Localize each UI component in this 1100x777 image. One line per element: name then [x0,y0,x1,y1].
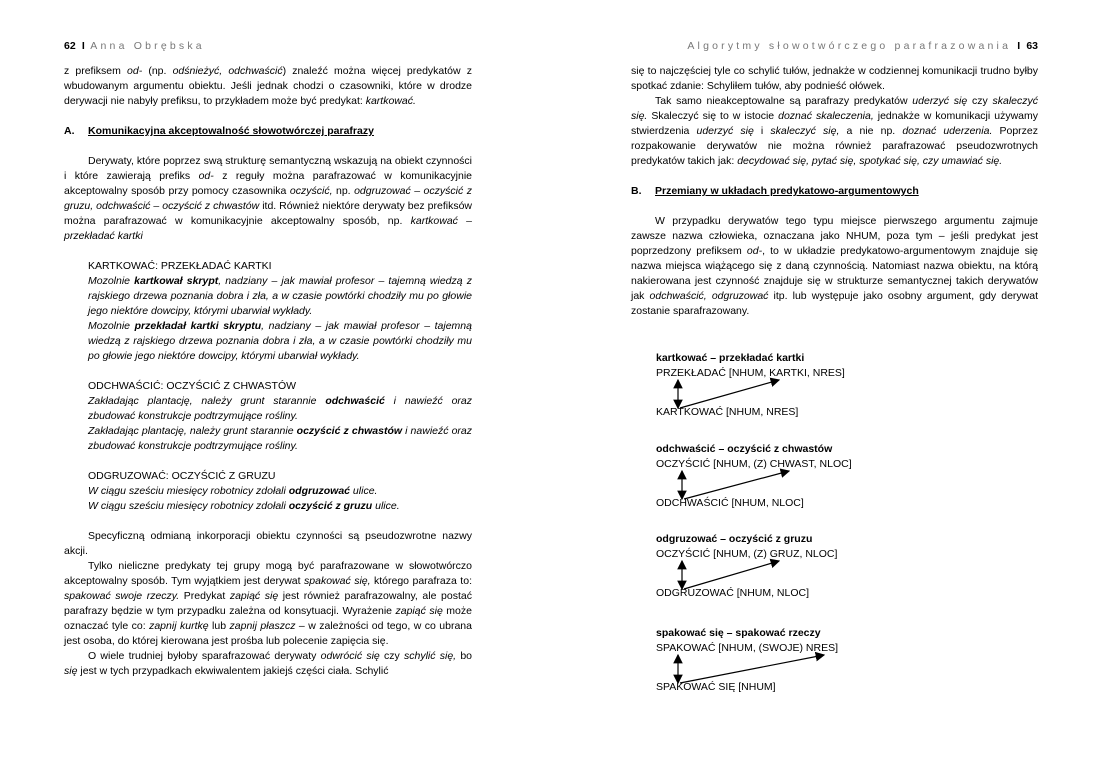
body-paragraph [64,529,472,559]
page-number: 62 [64,40,76,52]
text-run: odchwaścić, odgruzować [649,290,769,302]
text-run: , nadziany – jak mawiał profesor – tajemną wiedzą z rajskiego drzewa poznania dobra i zła, a w czasie powtórki chodziły mu po głowie jego niektóre dowcipy, którymi ubarwiał wykłady. [88,275,472,317]
text-run: ulice. [350,485,378,497]
text-run: Tak samo nieakceptowalne są parafrazy predykatów [655,95,913,107]
derivation-diagram [656,533,916,601]
example-head: ODGRUZOWAĆ: OCZYŚCIĆ Z GRUZU [88,470,276,482]
text-run: od- [127,65,143,77]
example-sentence [88,424,472,454]
text-run: doznać skaleczenia, [778,110,874,122]
text-run: jednakże w komunikacji używamy stwierdzenia [631,110,1038,137]
page-number: 63 [1026,40,1038,52]
diagram-derivative-structure: SPAKOWAĆ SIĘ [NHUM] [656,681,776,693]
left-page [64,0,472,777]
mapping-arrows [656,533,916,603]
diagram-title: odchwaścić – oczyścić z chwastów [656,443,833,455]
text-run: W ciągu sześciu miesięcy robotnicy zdołali [88,500,289,512]
text-run: Specyficzną odmianą inkorporacji obiektu czynności są pseudozwrotne nazwy akcji. [64,530,472,557]
text-run: bo [456,650,472,662]
diagram-paraphrase-structure: PRZEKŁADAĆ [NHUM, KARTKI, NRES] [656,367,845,379]
text-run: może oznaczać tyle co: [64,605,472,632]
text-run: i nawieźć oraz zbudować konstrukcje podtrzymujące rośliny. [88,425,473,452]
text-run: czy [379,650,404,662]
diagram-derivative-structure: ODGRUZOWAĆ [NHUM, NLOC] [656,587,810,599]
text-run: uderzyć się [912,95,968,107]
diagram-derivative-structure: ODCHWAŚCIĆ [NHUM, NLOC] [656,497,804,509]
diagonal-arrow [684,561,779,589]
section-b-heading: B. Przemiany w układach predykatowo-argumentowych [631,185,919,197]
example-head: KARTKOWAĆ: PRZEKŁADAĆ KARTKI [88,260,272,272]
text-run: z prefiksem [64,65,128,77]
text-run: oczyścić z chwastów [296,425,403,437]
diagram-paraphrase-structure: OCZYŚCIĆ [NHUM, (Z) GRUZ, NLOC] [656,548,838,560]
chapter-title: Algorytmy słowotwórczego parafrazowania [687,40,1012,52]
mapping-arrows [656,627,916,697]
body-paragraph [64,649,472,679]
text-run: Predykat [179,590,230,602]
text-run: np. [332,185,355,197]
example-odgruzowac [88,469,472,514]
diagram-paraphrase-structure: OCZYŚCIĆ [NHUM, (Z) CHWAST, NLOC] [656,458,852,470]
left-column [64,64,472,679]
diagonal-arrow [680,380,779,408]
text-run: W przypadku derywatów tego typu miejsce pierwszego argumentu zajmuje zawsze nazwa człowieka, oznaczana jako NHUM, poza tym – jeśli predykat jest poprzedzony prefiksem [631,215,1038,257]
text-run: zapiąć się [229,590,279,602]
text-run: oczyścić, [289,185,333,197]
text-run: Mozolnie [88,275,135,287]
text-run: ulice. [372,500,400,512]
example-sentence [88,394,472,424]
text-run: i [753,125,771,137]
text-run: jest w tych przypadkach ekwiwalentem jakiejś części ciała. Schylić [77,665,389,677]
text-run: którego parafraza to: [370,575,472,587]
text-run: itd. Również niektóre derywaty bez prefiksów można parafrazować w komunikacyjnie akceptowalny sposób, np. [64,200,473,227]
text-run: kartkować – przekładać kartki [64,215,472,242]
intro-paragraph [64,64,472,109]
text-run: skaleczyć się. [631,95,1038,122]
text-run: , nadziany – jak mawiał profesor – tajemną wiedzą z rajskiego drzewa poznania dobra i zła, a w czasie powtórki chodziły mu po głowie jego niektóre dowcipy, którymi ubarwiał wykłady. [88,320,472,362]
diagram-title: kartkować – przekładać kartki [656,352,805,364]
example-sentence [88,319,472,364]
text-run: (np. [142,65,173,77]
text-run: odgruzować [288,485,351,497]
body-paragraph [631,94,1038,169]
derivation-diagram [656,443,916,511]
text-run: skaleczyć się, [770,125,840,137]
text-run: W ciągu sześciu miesięcy robotnicy zdołali [88,485,289,497]
text-run: spakować swoje rzeczy. [64,590,180,602]
text-run: , to w układzie predykatowo-argumentowym znajduje się nazwa miejsca wiążącego się z daną czynnością. Natomiast nazwa obiektu, na którą nakierowana jest czynność znajduje się w strukturze semantycznej takich derywatów jak [631,245,1038,302]
body-paragraph [64,559,472,649]
text-run: odwrócić się [320,650,380,662]
text-run: się to najczęściej tyle co schylić tułów, jednakże w codziennej komunikacji trudno byłby spotkać zdanie: Schyliłem tułów, aby podnieść ołówek. [631,65,1038,92]
example-head: ODCHWAŚCIĆ: OCZYŚCIĆ Z CHWASTÓW [88,380,297,392]
text-run: odgruzować – oczyścić z gruzu, odchwaścić – oczyścić z chwastów [64,185,472,212]
text-run: – w zależności od tego, w co ubrana jest osoba, do której kierowana jest prośba lub polecenie zapięcia się. [64,620,472,647]
body-paragraph [631,64,1038,94]
text-run: Mozolnie [88,320,135,332]
text-run: odchwaścić [325,395,385,407]
right-column [631,64,1038,319]
example-sentence [88,499,472,514]
text-run: spakować się, [304,575,371,587]
text-run: od- [746,245,763,257]
diagonal-arrow [680,655,824,683]
text-run: przekładał kartki skryptu [134,320,262,332]
text-run: z reguły można parafrazować w komunikacyjnie akceptowalny sposób przy pomocy czasownika [64,170,472,197]
body-paragraph [631,214,1038,319]
text-run: uderzyć się [696,125,754,137]
section-a-heading: A. Komunikacyjna akceptowalność słowotwórczej parafrazy [64,125,374,137]
text-run: schylić się, [403,650,457,662]
diagram-derivative-structure: KARTKOWAĆ [NHUM, NRES] [656,406,799,418]
text-run: zapnij płaszcz [229,620,296,632]
text-run: doznać uderzenia. [902,125,993,137]
text-run: Zakładając plantację, należy grunt starannie [88,395,326,407]
text-run: ) znaleźć można więcej predykatów z wbudowanym argumentu obiektu. Jeśli jednak chodzi o czasowniki, które w drodze derywacji nie nabyły prefiksu, to przykładem może być predykat: [64,65,472,107]
text-run: Derywaty, które poprzez swą strukturę semantyczną wskazują na obiekt czynności i które zawierają prefiks [64,155,472,182]
text-run: oczyścić z gruzu [288,500,373,512]
section-a-paragraph [64,154,472,244]
text-run: Tylko nieliczne predykaty tej grupy mogą być parafrazowane w słowotwórczo akceptowalny sposób. Tym wyjątkiem jest derywat [64,560,472,587]
text-run: zapiąć się [395,605,443,617]
text-run: odśnieżyć, odchwaścić [172,65,283,77]
diagram-title: spakować się – spakować rzeczy [656,627,821,639]
derivation-diagram [656,352,916,420]
diagonal-arrow [684,471,789,499]
example-odchwascic [88,379,472,454]
example-sentence [88,274,472,319]
text-run: i nawieźć oraz zbudować konstrukcje podtrzymujące rośliny. [88,395,472,422]
author-name: Anna Obrębska [90,40,205,52]
text-run: kartkować. [365,95,416,107]
example-sentence [88,484,472,499]
example-kartkowac [88,259,472,364]
text-run: decydować się, pytać się, spotykać się, czy umawiać się. [737,155,1003,167]
diagram-paraphrase-structure: SPAKOWAĆ [NHUM, (SWOJE) NRES] [656,642,839,654]
text-run: a nie np. [839,125,903,137]
text-run: jest również parafrazowalny, ale postać parafrazy będzie w tym przypadku zależna od konsytuacji. Wyrażenie [64,590,472,617]
text-run: kartkował skrypt [134,275,219,287]
text-run: od- [198,170,214,182]
running-header-left: 62 I Anna Obrębska [64,40,205,52]
text-run: się [64,665,78,677]
text-run: lub [208,620,230,632]
text-run: czy [967,95,993,107]
text-run: O wiele trudniej byłoby sparafrazować derywaty [88,650,321,662]
text-run: Zakładając plantację, należy grunt starannie [88,425,297,437]
mapping-arrows [656,443,916,513]
text-run: zapnij kurtkę [149,620,209,632]
mapping-arrows [656,352,916,422]
running-header-right: Algorytmy słowotwórczego parafrazowania I 63 [687,40,1038,52]
text-run: itp. lub występuje jako osobny argument, gdy derywat zostanie sparafrazowany. [631,290,1039,317]
right-page [631,0,1038,777]
derivation-diagram [656,627,916,695]
diagram-title: odgruzować – oczyścić z gruzu [656,533,813,545]
text-run: Poprzez rozpakowanie derywatów nie można również parafrazować pseudozwrotnych predykatów takich jak: [631,125,1039,167]
text-run: Skaleczyć się to w istocie [647,110,779,122]
